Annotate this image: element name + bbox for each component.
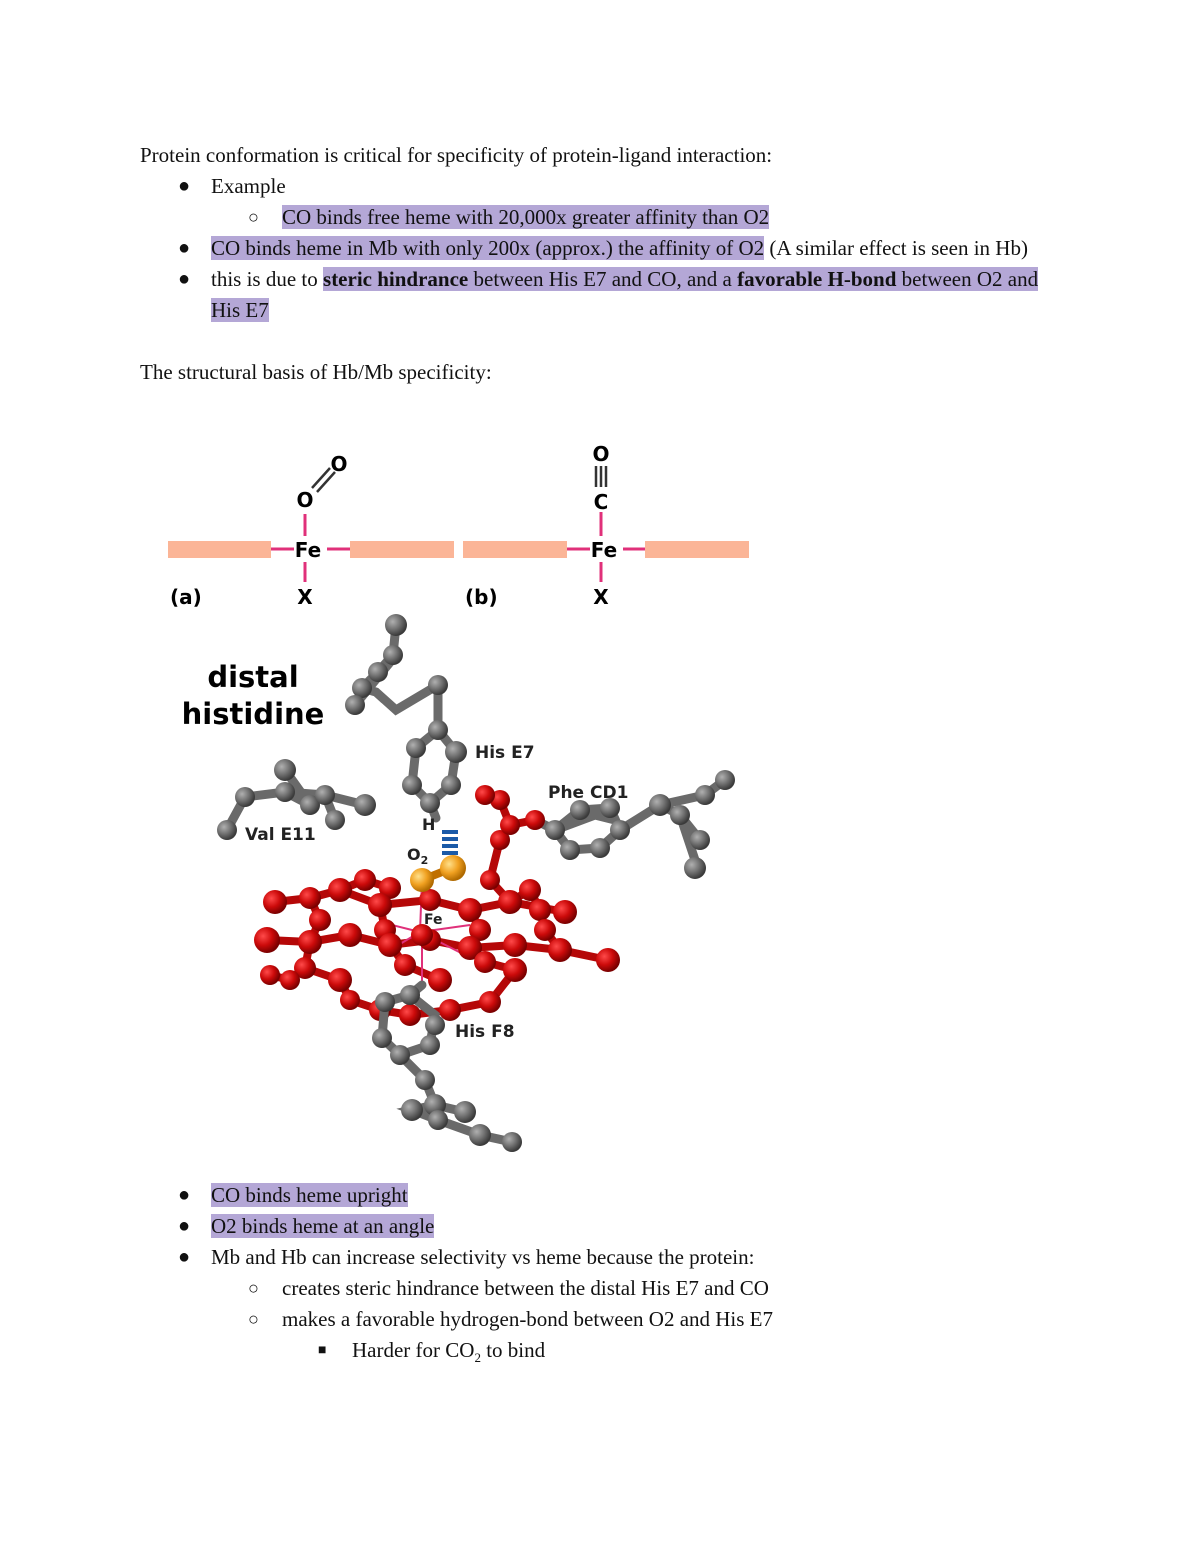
- highlighted-text: O2 binds heme at an angle: [211, 1214, 435, 1238]
- his-e7-label: His E7: [475, 743, 535, 763]
- bullet-dot-icon: ●: [178, 237, 191, 259]
- fe-label: Fe: [590, 538, 618, 562]
- bullet-circle-icon: ○: [248, 207, 259, 227]
- o-label: O: [296, 488, 314, 512]
- bullet-square-icon: ■: [318, 1343, 327, 1358]
- distal-label: distal: [207, 660, 299, 694]
- highlighted-text: CO binds heme in Mb with only 200x (approx.) the affinity of O2: [211, 236, 765, 260]
- c-label: C: [593, 490, 609, 514]
- list-item: [140, 202, 1040, 233]
- heme-plane-bar: [168, 541, 271, 558]
- heme-plane-bar: [645, 541, 749, 558]
- bullet-dot-icon: ●: [178, 1184, 191, 1206]
- o-label: O: [330, 452, 348, 476]
- bullet-dot-icon: ●: [178, 1215, 191, 1237]
- fe-atom-label: Fe: [424, 912, 443, 928]
- bullet-dot-icon: ●: [178, 268, 191, 290]
- x-label: X: [297, 585, 313, 609]
- list-item: ○ makes a favorable hydrogen-bond between O2 and His E7: [140, 1304, 1040, 1335]
- bullet-dot-icon: ●: [178, 1246, 191, 1268]
- section-selectivity: [140, 1180, 1040, 1373]
- val-e11-label: Val E11: [245, 825, 316, 845]
- section-title: The structural basis of Hb/Mb specificity:: [140, 360, 492, 384]
- o2-label: $O_2$: [407, 845, 429, 867]
- highlighted-text: CO binds heme upright: [211, 1183, 408, 1207]
- intro-paragraph: Protein conformation is critical for specificity of protein-ligand interaction:: [140, 143, 773, 167]
- heme-plane-bar: [350, 541, 454, 558]
- h-label: H: [422, 815, 436, 834]
- heme-binding-figure: [140, 440, 760, 1175]
- o-label: O: [592, 442, 610, 466]
- phe-cd1-label: Phe CD1: [548, 783, 629, 803]
- heme-plane-bar: [463, 541, 567, 558]
- list-item: [140, 1211, 1040, 1242]
- list-item: ● Example: [140, 171, 1040, 202]
- section-specificity: [140, 140, 1040, 388]
- panel-a-o2-binding: [168, 452, 454, 609]
- histidine-label: histidine: [181, 697, 325, 731]
- panel-a-label: (a): [170, 585, 202, 609]
- highlighted-text: CO binds free heme with 20,000x greater affinity than O2: [282, 205, 770, 229]
- heme-diagram: [140, 440, 760, 1175]
- molecular-model: [182, 614, 735, 1152]
- bullet-dot-icon: ●: [178, 175, 191, 197]
- bullet-circle-icon: ○: [248, 1309, 259, 1329]
- list-item: ● CO binds heme in Mb with only 200x (approx.) the affinity of O2 (A similar effect is seen in Hb): [140, 233, 1040, 264]
- list-item: ● Mb and Hb can increase selectivity vs heme because the protein:: [140, 1242, 1040, 1273]
- x-label: X: [593, 585, 609, 609]
- list-item: ● this is due to steric hindrance between His E7 and CO, and a favorable H-bond between O2 and His E7: [140, 264, 1040, 326]
- his-f8-label: His F8: [455, 1022, 515, 1042]
- fe-label: Fe: [294, 538, 322, 562]
- list-item: [140, 1180, 1040, 1211]
- bullet-list-2: [140, 1180, 1040, 1373]
- panel-b-co-binding: [463, 442, 749, 609]
- highlighted-text: steric hindrance between His E7 and CO, and a favorable H-bond between O2 and His E7: [211, 267, 1039, 322]
- list-item: ○ creates steric hindrance between the distal His E7 and CO: [140, 1273, 1040, 1304]
- bullet-list-1: [140, 171, 1040, 326]
- list-item: ■ Harder for $CO_2$ to bind: [140, 1335, 1040, 1373]
- bullet-circle-icon: ○: [248, 1278, 259, 1298]
- panel-b-label: (b): [465, 585, 498, 609]
